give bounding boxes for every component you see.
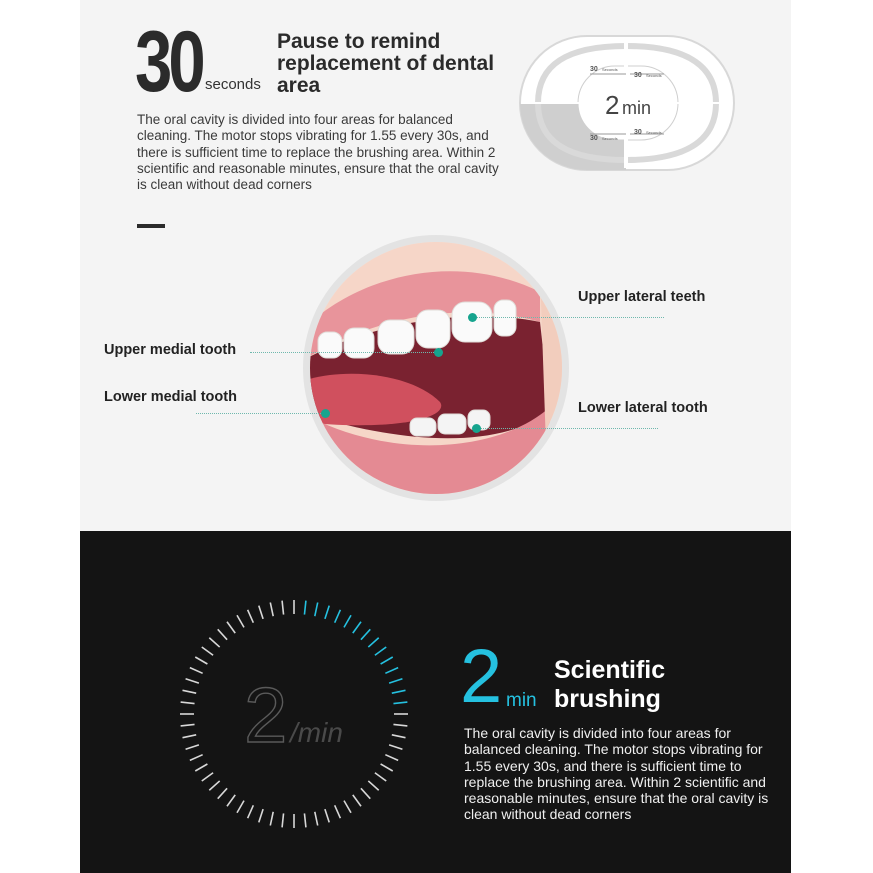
dial-tick [195,657,207,664]
dial-tick [237,615,244,627]
dial-tick [392,735,406,738]
dial-tick [186,679,199,683]
callout-lower-lateral-dot [472,424,481,433]
dial-tick [344,615,351,627]
dial-tick [335,805,341,818]
dial-tick [389,745,402,749]
dial-tick [304,601,305,615]
dial-tick [368,781,378,790]
quadrant-unit-upper-left: Seconds [602,67,618,72]
dial-tick [248,610,254,623]
dial-unit: /min [290,717,343,748]
dial-tick [186,745,199,749]
dial-tick [190,668,203,674]
dial-tick [270,812,273,826]
quadrant-number-upper-right: 30 [634,72,642,79]
dial-tick [282,813,283,827]
dial-tick [227,622,235,633]
quadrant-number-upper-left: 30 [590,66,598,73]
quadrant-unit-upper-right: Seconds [646,73,662,78]
dial-tick [181,702,195,703]
dial-tick [182,735,196,738]
min-unit: min [506,690,537,711]
mouth-illustration [300,232,572,504]
dial-tick [304,813,305,827]
timer-dial [178,598,410,830]
bottom-description: The oral cavity is divided into four areas for balanced cleaning. The motor stops vibrating for 1.55 every 30s, and there is sufficient time to replace the brushing area. Within 2 scientific and reasonable minutes, ensure that the oral cavity is clean without dead corners [464,725,769,823]
diagram-center-unit: min [622,98,652,118]
dial-tick [237,801,244,813]
callout-upper-medial-dot [434,348,443,357]
callout-lower-lateral-label: Lower lateral tooth [578,400,708,416]
dash-divider [137,224,165,228]
dental-area-diagram [518,34,738,174]
callout-lower-medial-dot [321,409,330,418]
dial-tick [375,773,386,781]
callout-upper-medial-line [250,352,438,353]
dial-tick [392,690,406,693]
dial-tick [335,610,341,623]
dial-tick [202,773,213,781]
dial-tick [368,638,378,647]
dial-tick [218,629,227,639]
dial-tick [202,647,213,655]
dial-tick [385,668,398,674]
quadrant-number-lower-left: 30 [590,135,598,142]
quadrant-number-lower-right: 30 [634,129,642,136]
dial-tick [353,622,361,633]
dial-tick [190,755,203,761]
callout-lower-lateral-line [476,428,658,429]
dial-tick [195,764,207,771]
dial-tick [209,781,219,790]
dial-tick [259,809,263,822]
quadrant-unit-lower-left: Seconds [602,136,618,141]
callout-lower-medial-line [196,413,325,414]
bottom-headline: Scientific brushing [554,656,666,713]
dial-tick [315,812,318,826]
dial-tick [381,764,393,771]
dial-tick [375,647,386,655]
dial-tick [218,788,227,798]
diagram-center-number: 2 [605,90,620,120]
callout-upper-lateral-line [472,317,664,318]
dial-number: 2 [244,671,288,759]
top-description: The oral cavity is divided into four areas for balanced cleaning. The motor stops vibrating for 1.55 every 30s, and there is sufficient time to replace the brushing area. Within 2 scientific and reasonable minutes, ensure that the oral cavity is clean without dead corners [137,112,499,193]
dial-tick [209,638,219,647]
dial-tick [270,602,273,616]
dial-tick [282,601,283,615]
dial-tick [325,809,329,822]
dial-tick [389,679,402,683]
seconds-unit: seconds [205,76,261,93]
dial-tick [381,657,393,664]
callout-upper-lateral-label: Upper lateral teeth [578,289,706,305]
big-2-number: 2 [460,634,503,719]
dial-tick [393,702,407,703]
dial-tick [248,805,254,818]
dial-tick [361,629,370,639]
dial-tick [315,602,318,616]
callout-upper-medial-label: Upper medial tooth [104,342,237,358]
dial-tick [353,795,361,806]
dial-tick [325,606,329,619]
dial-tick [385,755,398,761]
top-headline: Pause to remind replacement of dental area [277,30,495,97]
callout-lower-medial-label: Lower medial tooth [104,389,237,405]
dial-tick [182,690,196,693]
dial-tick [227,795,235,806]
callout-upper-lateral-dot [468,313,477,322]
big-30-number: 30 [135,14,202,110]
dial-tick [181,724,195,725]
dial-tick [393,724,407,725]
dial-tick [361,788,370,798]
quadrant-unit-lower-right: Seconds [646,130,662,135]
dial-tick [259,606,263,619]
dial-tick [344,801,351,813]
